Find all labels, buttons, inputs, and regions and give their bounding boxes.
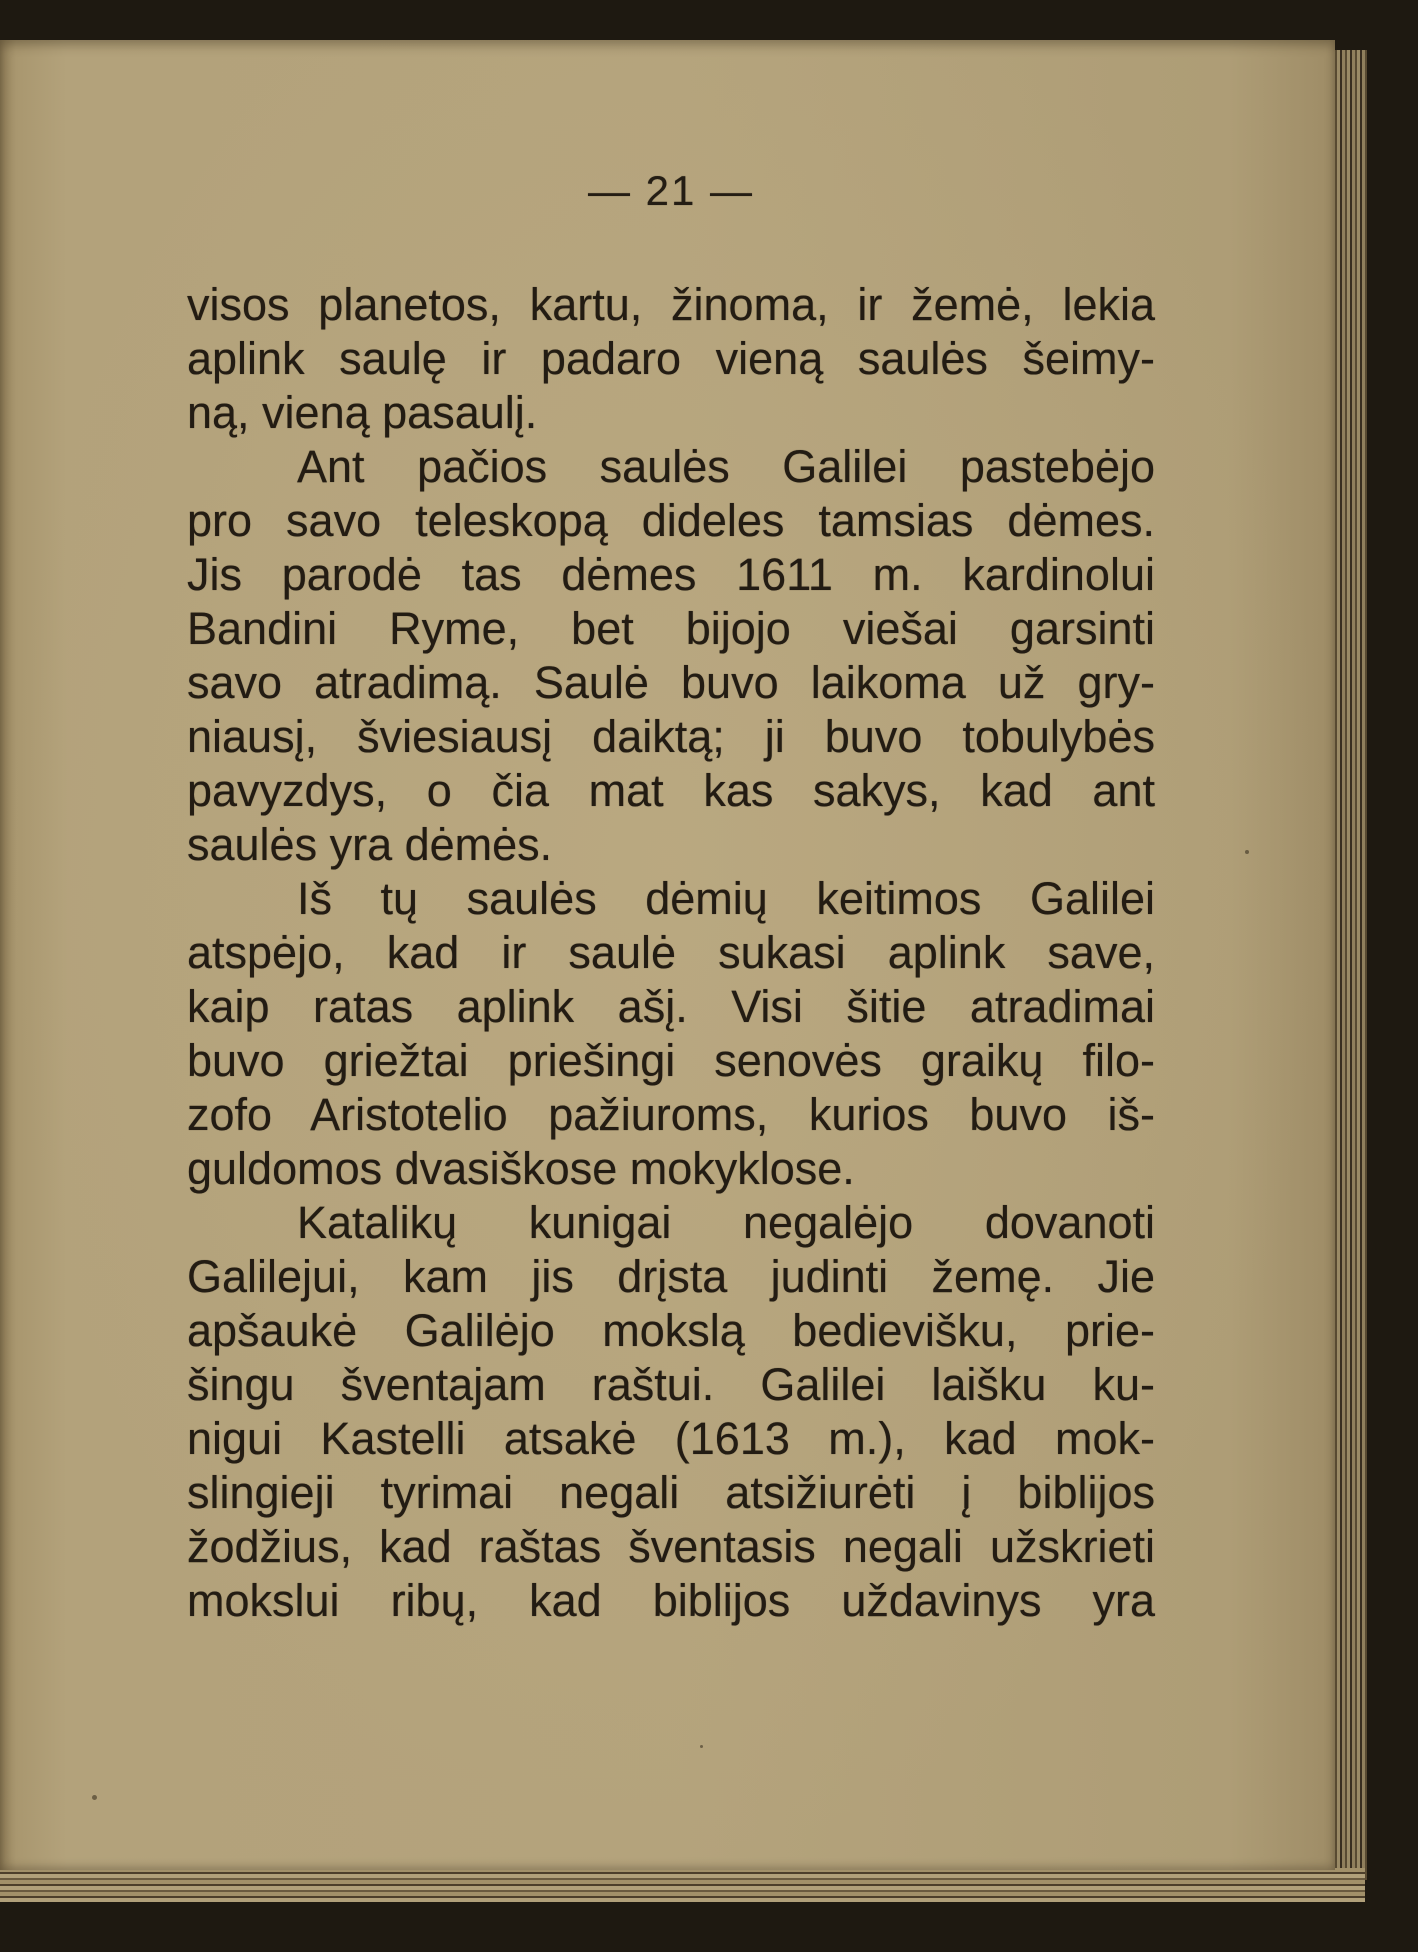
paper-speck <box>1245 850 1249 854</box>
text-line: Iš tų saulės dėmių keitimos Galilei <box>297 873 1155 924</box>
paper-speck <box>92 1795 97 1800</box>
page-edge-bottom <box>0 1868 1365 1902</box>
text-line: Galilejui, kam jis drįsta judinti žemę. Jie <box>187 1251 1155 1302</box>
text-line: Ant pačios saulės Galilei pastebėjo <box>297 441 1155 492</box>
paragraph <box>187 440 1155 872</box>
body-text <box>187 278 1155 1628</box>
text-line: Katalikų kunigai negalėjo dovanoti <box>297 1197 1155 1248</box>
text-line: saulės yra dėmės. <box>187 819 553 870</box>
page-number: — 21 — <box>587 167 755 214</box>
book-page <box>0 40 1335 1870</box>
text-line: visos planetos, kartu, žinoma, ir žemė, lekia <box>187 279 1155 330</box>
text-line: mokslui ribų, kad biblijos uždavinys yra <box>187 1575 1155 1626</box>
paragraph <box>187 872 1155 1196</box>
text-line: savo atradimą. Saulė buvo laikoma už gry- <box>187 657 1155 708</box>
paper-speck <box>700 1745 703 1748</box>
text-line: apšaukė Galilėjo mokslą bedievišku, prie- <box>187 1305 1155 1356</box>
text-line: buvo griežtai priešingi senovės graikų filo- <box>187 1035 1155 1086</box>
text-line: slingieji tyrimai negali atsižiurėti į biblijos <box>187 1467 1155 1518</box>
text-line: žodžius, kad raštas šventasis negali užskrieti <box>187 1521 1155 1572</box>
text-line: šingu šventajam raštui. Galilei laišku ku- <box>187 1359 1155 1410</box>
text-line: pro savo teleskopą dideles tamsias dėmes. <box>187 495 1155 546</box>
text-line: pavyzdys, o čia mat kas sakys, kad ant <box>187 765 1155 816</box>
text-line: niausį, šviesiausį daiktą; ji buvo tobulybės <box>187 711 1155 762</box>
text-line: Bandini Ryme, bet bijojo viešai garsinti <box>187 603 1155 654</box>
text-line: nigui Kastelli atsakė (1613 m.), kad mok- <box>187 1413 1155 1464</box>
text-line: atspėjo, kad ir saulė sukasi aplink save, <box>187 927 1155 978</box>
text-line: aplink saulę ir padaro vieną saulės šeimy- <box>187 333 1155 384</box>
text-line: Jis parodė tas dėmes 1611 m. kardinolui <box>187 549 1155 600</box>
paragraph <box>187 278 1155 440</box>
text-line: guldomos dvasiškose mokyklose. <box>187 1143 855 1194</box>
text-line: zofo Aristotelio pažiuroms, kurios buvo iš- <box>187 1089 1155 1140</box>
page-edge-right <box>1335 50 1367 1880</box>
text-line: kaip ratas aplink ašį. Visi šitie atradimai <box>187 981 1155 1032</box>
text-line: ną, vieną pasaulį. <box>187 387 538 438</box>
paragraph <box>187 1196 1155 1628</box>
